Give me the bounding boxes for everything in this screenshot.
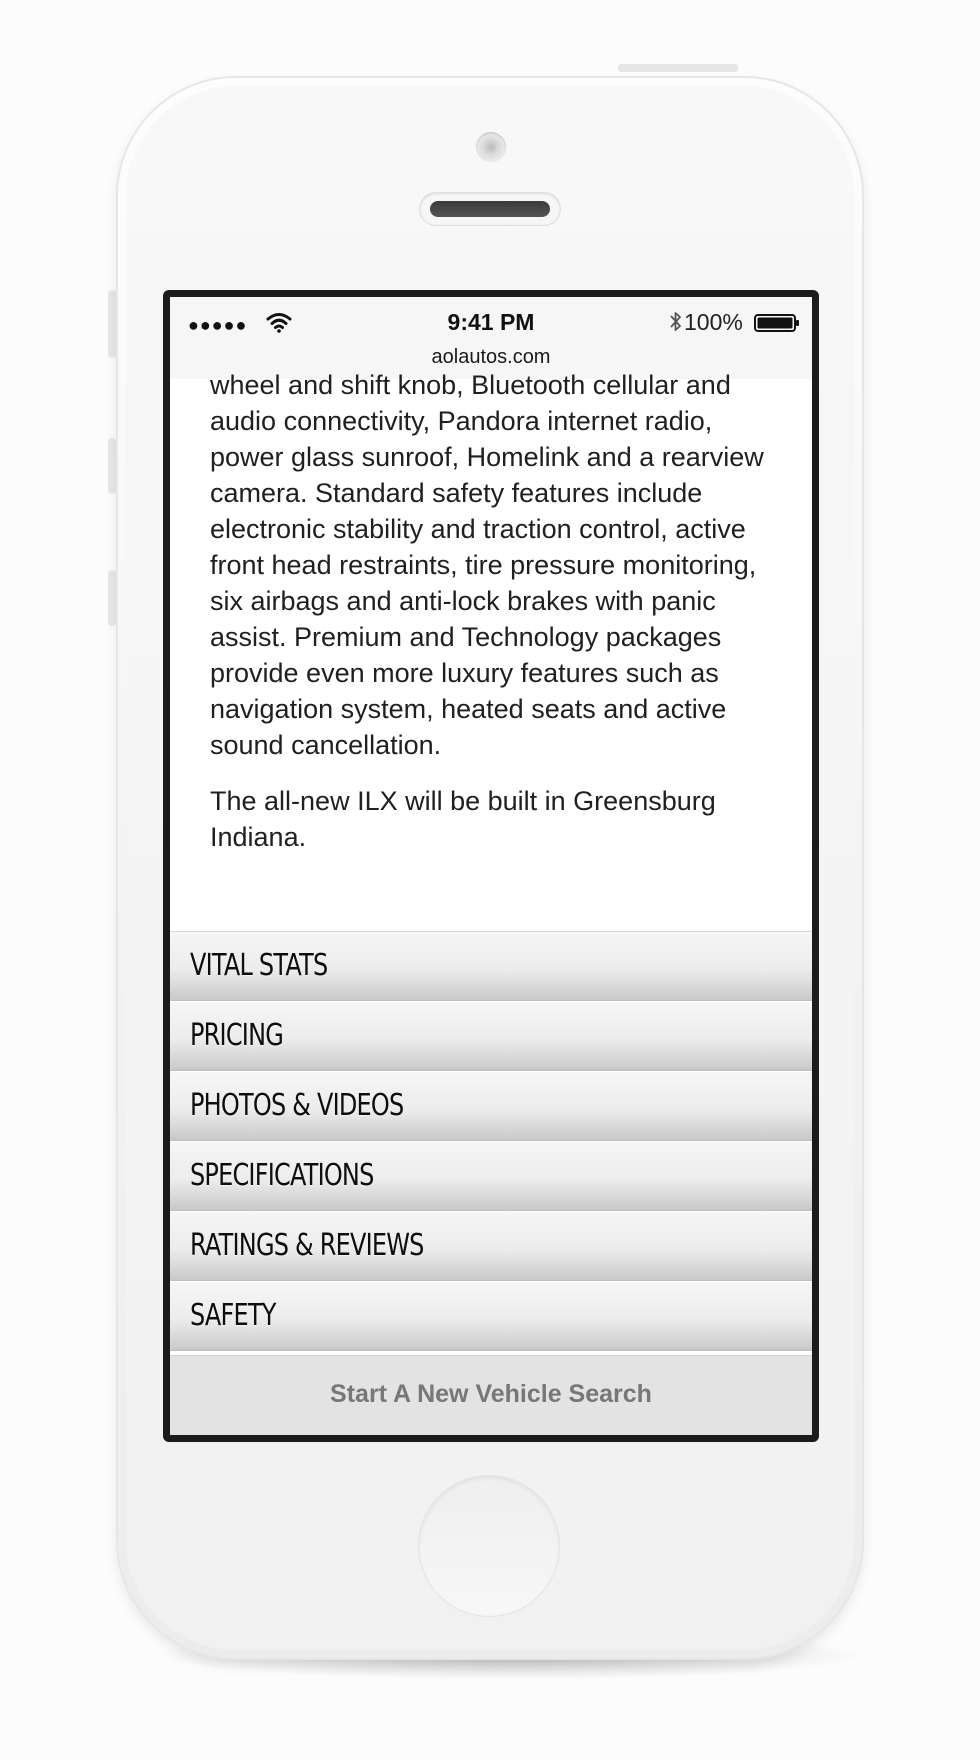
accordion-photos-videos[interactable] — [170, 1072, 812, 1141]
article-paragraph: The all-new ILX will be built in Greensburg Indiana. — [210, 786, 716, 852]
speaker-grille — [430, 201, 550, 217]
accordion-safety[interactable] — [170, 1282, 812, 1351]
bluetooth-icon — [668, 309, 684, 335]
section-accordion — [170, 931, 812, 1352]
accordion-label: PHOTOS & VIDEOS — [190, 1088, 404, 1123]
new-vehicle-search-label: Start A New Vehicle Search — [330, 1380, 652, 1408]
article-paragraph: wheel and shift knob, Bluetooth cellular and audio connectivity, Pandora internet radio, power glass sunroof, Homelink and a rearview camera. Standard safety features include electronic stability and traction control, active front head restraints, tire pressure monitoring, six airbags and anti-lock brakes with panic assist. Premium and Technology packages provide even more luxury features such as navigation system, heated seats and active sound cancellation. — [210, 370, 764, 760]
battery-percentage: 100% — [684, 309, 743, 335]
article-body — [210, 367, 780, 875]
new-vehicle-search-button[interactable] — [170, 1355, 812, 1435]
accordion-pricing[interactable] — [170, 1002, 812, 1071]
battery-icon — [754, 314, 800, 332]
status-time: 9:41 PM — [447, 309, 535, 335]
accordion-specifications[interactable] — [170, 1142, 812, 1211]
screen-bezel — [163, 290, 819, 1442]
accordion-label: SAFETY — [190, 1298, 276, 1333]
volume-up-button — [108, 438, 116, 494]
browser-screen — [170, 297, 812, 1435]
signal-strength-icon: ●●●●● — [188, 315, 248, 335]
accordion-label: PRICING — [190, 1018, 284, 1053]
accordion-ratings-reviews[interactable] — [170, 1212, 812, 1281]
accordion-label: RATINGS & REVIEWS — [190, 1228, 424, 1263]
mute-switch — [108, 290, 116, 358]
volume-down-button — [108, 570, 116, 626]
front-camera — [476, 132, 506, 162]
home-button[interactable] — [419, 1476, 559, 1616]
earpiece-speaker — [420, 193, 560, 225]
accordion-label: SPECIFICATIONS — [190, 1158, 374, 1193]
address-bar-url[interactable]: aolautos.com — [431, 346, 551, 368]
accordion-vital-stats[interactable] — [170, 932, 812, 1001]
accordion-label: VITAL STATS — [190, 948, 328, 983]
sleep-wake-button — [618, 64, 738, 72]
